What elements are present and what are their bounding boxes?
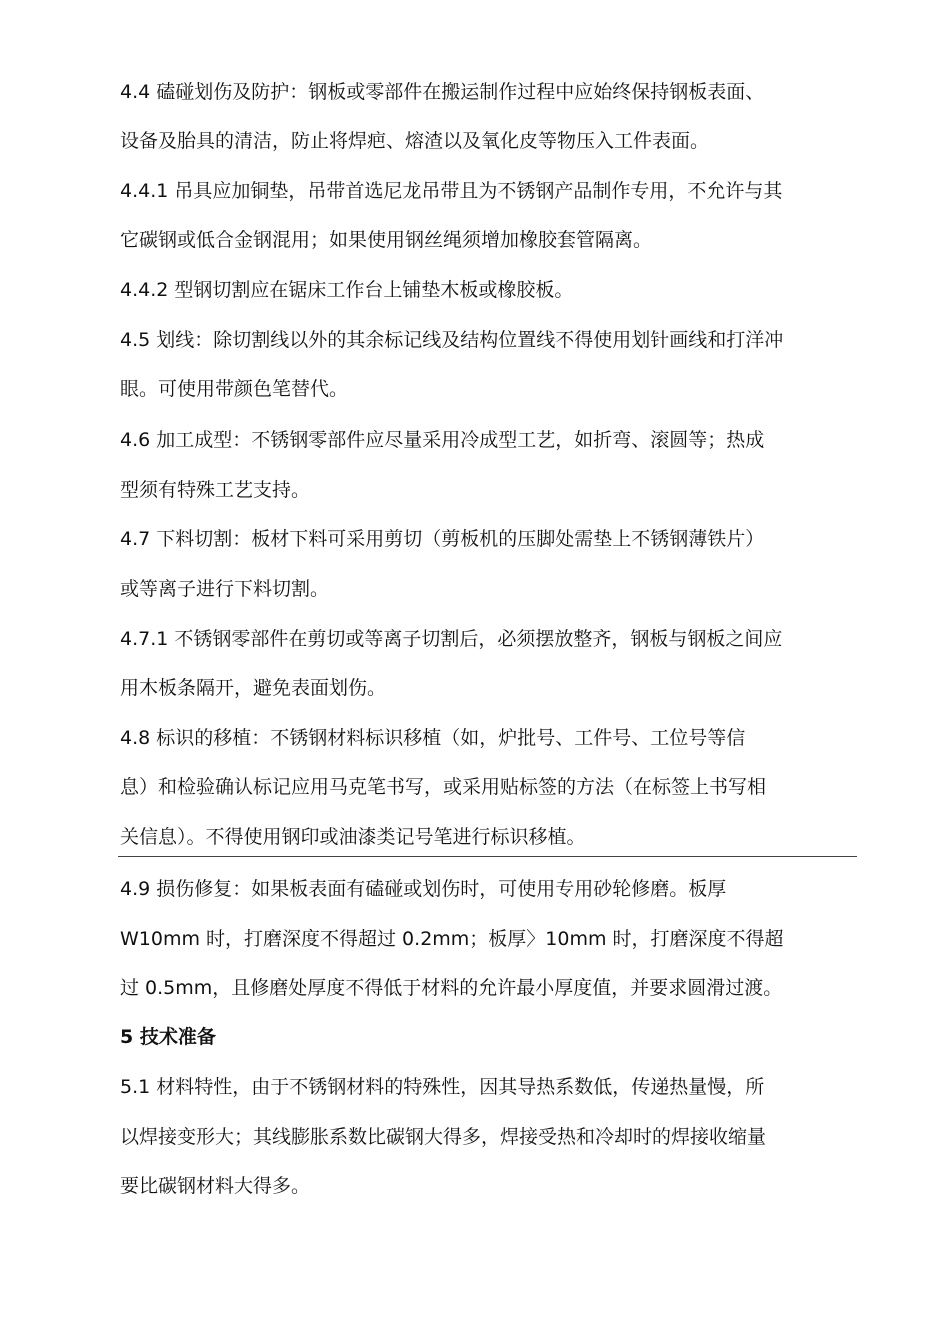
text-line: 设备及胎具的清洁，防止将焊疤、熔渣以及氧化皮等物压入工件表面。 [120, 130, 710, 152]
text-line: 4.4 磕碰划伤及防护：钢板或零部件在搬运制作过程中应始终保持钢板表面、 [120, 81, 765, 103]
text-line: 4.4.2 型钢切割应在锯床工作台上铺垫木板或橡胶板。 [120, 279, 574, 301]
text-line: 型须有特殊工艺支持。 [120, 479, 311, 501]
text-line: 关信息）。不得使用钢印或油漆类记号笔进行标识移植。 [120, 826, 586, 848]
section-heading: 5 技术准备 [120, 1026, 216, 1048]
text-line: 息）和检验确认标记应用马克笔书写，或采用贴标签的方法（在标签上书写相 [120, 776, 767, 798]
text-line: 4.9 损伤修复：如果板表面有磕碰或划伤时，可使用专用砂轮修磨。板厚 [120, 878, 727, 900]
text-line: 4.4.1 吊具应加铜垫，吊带首选尼龙吊带且为不锈钢产品制作专用，不允许与其 [120, 180, 783, 202]
text-line: 4.7 下料切割：板材下料可采用剪切（剪板机的压脚处需垫上不锈钢薄铁片） [120, 528, 765, 550]
text-line: W10mm 时，打磨深度不得超过 0.2mm；板厚〉10mm 时，打磨深度不得超 [120, 928, 784, 950]
text-line: 过 0.5mm，且修磨处厚度不得低于材料的允许最小厚度值，并要求圆滑过渡。 [120, 977, 783, 999]
text-line: 或等离子进行下料切割。 [120, 578, 330, 600]
text-line: 4.8 标识的移植：不锈钢材料标识移植（如，炉批号、工件号、工位号等信 [120, 727, 746, 749]
text-line: 它碳钢或低合金钢混用；如果使用钢丝绳须增加橡胶套管隔离。 [120, 229, 653, 251]
horizontal-rule [118, 856, 857, 857]
text-line: 4.5 划线：除切割线以外的其余标记线及结构位置线不得使用划针画线和打洋冲 [120, 329, 784, 351]
text-line: 用木板条隔开，避免表面划伤。 [120, 677, 387, 699]
text-line: 5.1 材料特性，由于不锈钢材料的特殊性，因其导热系数低，传递热量慢，所 [120, 1076, 765, 1098]
text-line: 要比碳钢材料大得多。 [120, 1175, 311, 1197]
text-line: 4.7.1 不锈钢零部件在剪切或等离子切割后，必须摆放整齐，钢板与钢板之间应 [120, 628, 783, 650]
text-line: 以焊接变形大；其线膨胀系数比碳钢大得多，焊接受热和冷却时的焊接收缩量 [120, 1126, 767, 1148]
text-line: 4.6 加工成型：不锈钢零部件应尽量采用冷成型工艺，如折弯、滚圆等；热成 [120, 429, 765, 451]
text-line: 眼。可使用带颜色笔替代。 [120, 378, 349, 400]
